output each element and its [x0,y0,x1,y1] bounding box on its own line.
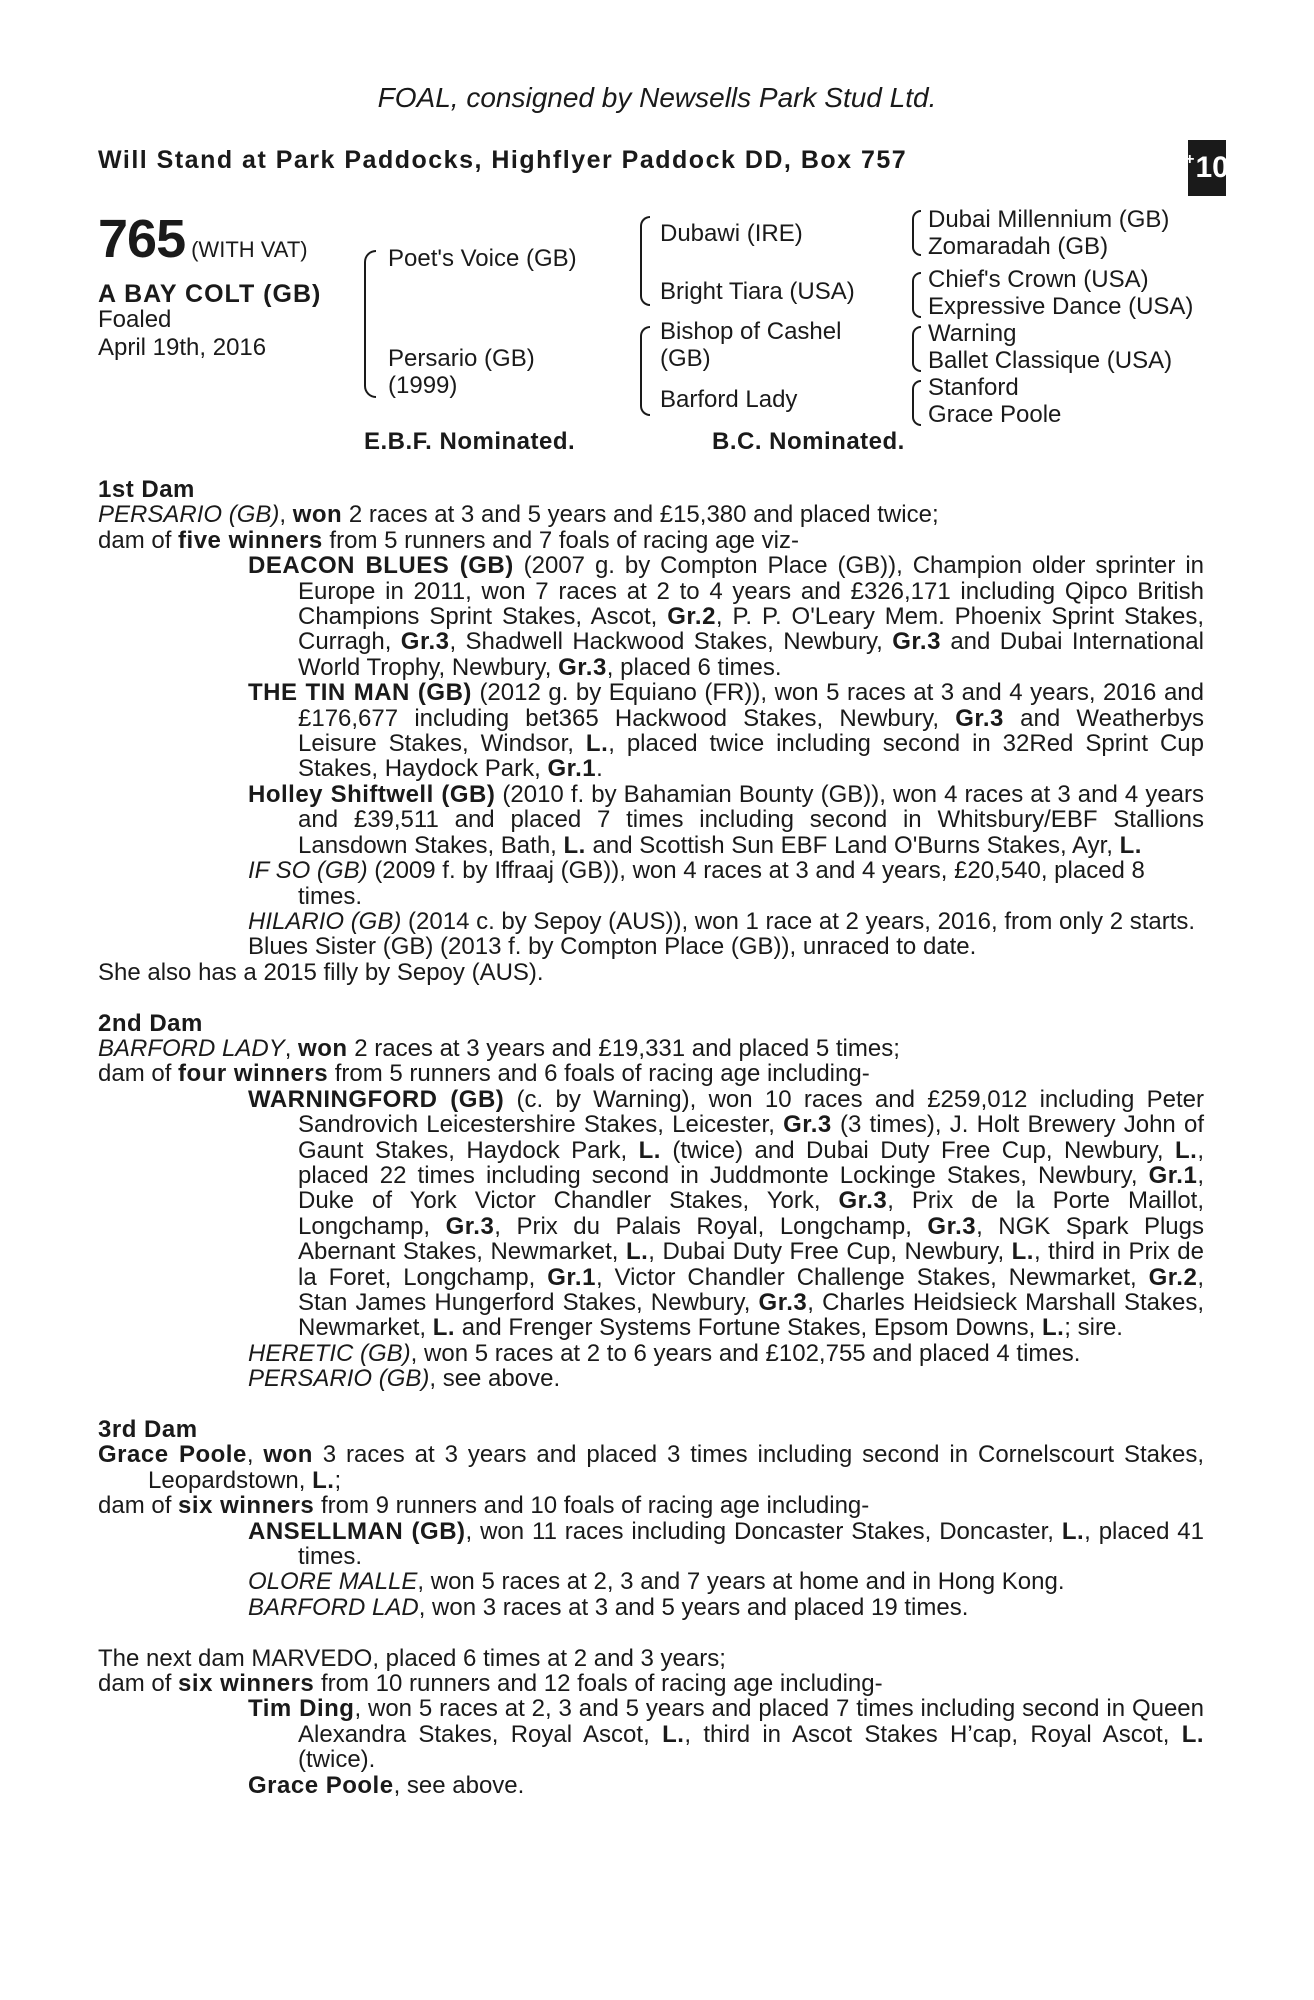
grade: L. [662,1720,685,1748]
badge-plus: + [1185,151,1195,168]
grade: Gr.3 [558,653,607,681]
pedigree-gg6: Ballet Classique (USA) [928,347,1173,374]
pedigree-dam-year: (1999) [388,372,458,399]
pedigree-brace-sire [640,216,650,306]
grade: Gr.2 [1148,1263,1198,1291]
text: (3 times), J. Holt Brewery John of Gaunt Stakes, Haydock Park, [298,1111,1204,1164]
won-label: won [298,1034,348,1062]
third-dam-produce-line [98,1493,1204,1518]
pedigree-brace-dam [640,326,650,416]
grade: Gr.1 [1148,1161,1198,1189]
entry-the-tin-man [98,680,1204,782]
won-label: won [292,501,343,529]
text: (twice). [298,1746,376,1774]
text: dam of [98,1492,179,1520]
grade: L. [638,1136,661,1164]
text: , Duke of York Victor Chandler Stakes, York, [298,1161,1204,1215]
entry-hilario [98,909,1204,934]
third-dam-heading: 3rd Dam [98,1416,198,1443]
pedigree-sire-dam: Bright Tiara (USA) [660,278,855,305]
horse-name: DEACON BLUES (GB) [248,552,514,580]
pedigree-brace-g1 [912,210,921,256]
horse-name: Grace Poole [248,1771,394,1799]
horse-name: ANSELLMAN (GB) [248,1517,466,1545]
text: (2012 g. by Equiano (FR)), won 5 races at 3 and 4 years, 2016 and £176,677 including bet365 Hackwood Stakes, Newbury, [298,679,1204,732]
text: , P. P. O'Leary Mem. Phoenix Sprint Stakes, Curragh, [298,603,1204,656]
text: dam of [98,1060,179,1088]
winners-count: six winners [178,1670,315,1698]
entry-grace-poole [98,1773,1204,1798]
text: (twice) and Dubai Duty Free Cup, Newbury, [660,1136,1176,1164]
text: , won 5 races at 2, 3 and 5 years and placed 7 times including second in Queen Alexandra Stakes, Royal Ascot, [298,1695,1205,1748]
won-label: won [263,1441,313,1469]
text: , [246,1441,264,1469]
text: (c. by Warning), won 10 races and £259,012 including Peter Sandrovich Leicestershire Stakes, Leicester, [298,1085,1204,1139]
text: , [279,501,293,529]
grade: L. [1175,1136,1198,1164]
next-dam-line: The next dam MARVEDO, placed 6 times at 2 and 3 years; [98,1644,726,1672]
entry-holley-shiftwell [98,782,1204,858]
grade: Gr.3 [445,1212,495,1240]
spacer [98,1392,1204,1417]
grade: Gr.3 [400,628,450,656]
text: (2014 c. by Sepoy (AUS)), won 1 race at 2 years, 2016, from only 2 starts. [401,907,1196,935]
catalogue-body [98,477,1204,1798]
text: from 9 runners and 10 foals of racing age including- [314,1492,870,1520]
text: , Charles Heidsieck Marshall Stakes, Newmarket, [298,1288,1205,1342]
consignment-title: FOAL, consigned by Newsells Park Stud Ltd. [377,82,937,113]
pedigree-gg2: Zomaradah (GB) [928,233,1109,260]
spacer [98,985,1204,1010]
entry-heretic [98,1341,1204,1366]
text: , placed 41 times. [298,1517,1204,1571]
foaled-label: Foaled [98,306,172,333]
spacer [98,1620,1204,1645]
text: , Prix de la Porte Maillot, Longchamp, [298,1187,1204,1240]
text: , won 3 races at 3 and 5 years and placed 19 times. [418,1593,969,1621]
second-dam-heading: 2nd Dam [98,1009,203,1037]
text: (2010 f. by Bahamian Bounty (GB)), won 4 races at 3 and 4 years and £39,511 and placed 7 times including second in Whitsbury/EBF Stallions Lansdown Stakes, Bath, [298,780,1205,859]
entry-if-so [98,858,1204,909]
entry-warningford [98,1087,1204,1341]
text: 3 races at 3 years and placed 3 times including second in Cornelscourt Stakes, Leopardstown, [148,1441,1205,1494]
entry-olore-malle [98,1569,1204,1594]
horse-name: IF SO (GB) [248,857,368,885]
horse-name: Tim Ding [248,1695,355,1723]
lot-description: A BAY COLT (GB) [98,280,322,308]
second-dam-name: BARFORD LADY [98,1034,285,1062]
text: and Frenger Systems Fortune Stakes, Epsom Downs, [455,1314,1042,1342]
bc-nominated: B.C. Nominated. [712,428,905,455]
entry-barford-lad [98,1595,1204,1620]
entry-tim-ding [98,1696,1204,1772]
text: , NGK Spark Plugs Abernant Stakes, Newmarket, [298,1212,1204,1266]
grade: Gr.3 [955,704,1004,732]
text: , won 5 races at 2, 3 and 7 years at home and in Hong Kong. [417,1568,1065,1596]
text: , won 11 races including Doncaster Stakes, Doncaster, [465,1517,1062,1545]
pedigree-gg3: Chief's Crown (USA) [928,266,1149,293]
grade: L. [1061,1517,1085,1545]
pedigree-dam-sire-name: Bishop of Cashel [660,318,842,345]
text: ; [334,1466,342,1494]
second-dam-line [98,1036,1204,1061]
horse-name: OLORE MALLE [248,1568,418,1596]
foaled-block [98,306,266,362]
pedigree-dam-sire [660,318,841,372]
text: , placed 6 times. [606,653,782,681]
horse-name: HILARIO (GB) [248,907,402,935]
horse-name: WARNINGFORD (GB) [248,1085,505,1113]
lot-badge [1185,140,1229,196]
text: , see above. [393,1771,525,1799]
pedigree-brace-g2 [912,272,921,318]
pedigree-brace-main [364,250,376,398]
lot-number-block [98,208,308,270]
pedigree-gg7: Stanford [928,374,1019,401]
first-dam-heading: 1st Dam [98,476,195,503]
text: dam of [98,526,179,554]
grade: L. [563,831,586,859]
pedigree-sire-sire: Dubawi (IRE) [660,220,803,247]
grade: L. [1181,1720,1205,1748]
text: , Stan James Hungerford Stakes, Newbury, [298,1263,1204,1316]
text: and Scottish Sun EBF Land O'Burns Stakes, Ayr, [585,831,1120,859]
pedigree-dam-sire-country: (GB) [660,345,711,372]
pedigree-gg8: Grace Poole [928,401,1062,428]
text: from 5 runners and 6 foals of racing age including- [328,1060,870,1088]
horse-name: HERETIC (GB) [248,1339,411,1367]
entry-ansellman [98,1519,1204,1570]
horse-name: Holley Shiftwell (GB) [248,780,496,808]
grade: Gr.3 [758,1288,808,1316]
pedigree-gg1: Dubai Millennium (GB) [928,206,1170,233]
text: , Shadwell Hackwood Stakes, Newbury, [449,628,893,656]
grade: Gr.1 [547,755,597,783]
text: from 10 runners and 12 foals of racing age including- [314,1670,883,1698]
grade: Gr.3 [927,1212,977,1240]
also-has-note: She also has a 2015 filly by Sepoy (AUS). [98,958,544,986]
text: dam of [98,1670,179,1698]
stand-location: Will Stand at Park Paddocks, Highflyer Paddock DD, Box 757 [98,146,908,174]
third-dam-line [98,1442,1204,1493]
text: , Dubai Duty Free Cup, Newbury, [648,1238,1012,1266]
text: , Victor Chandler Challenge Stakes, Newmarket, [595,1263,1149,1291]
text: , won 5 races at 2 to 6 years and £102,755 and placed 4 times. [410,1339,1081,1367]
grade: L. [1119,831,1142,859]
text: ; sire. [1064,1314,1123,1342]
text: and Dubai International World Trophy, Newbury, [298,628,1204,681]
pedigree-dam-dam: Barford Lady [660,386,798,413]
winners-count: six winners [178,1492,315,1520]
pedigree-sire: Poet's Voice (GB) [388,245,577,272]
text: , third in Ascot Stakes H’cap, Royal Ascot, [684,1720,1182,1748]
third-dam-name: Grace Poole [98,1441,247,1469]
pedigree-gg5: Warning [928,320,1017,347]
text: from 5 runners and 7 foals of racing age viz- [322,526,800,554]
pedigree-brace-g3 [912,326,921,372]
grade: Gr.3 [838,1187,888,1215]
foaled-date: April 19th, 2016 [98,334,267,361]
grade: Gr.1 [547,1263,596,1291]
horse-name: THE TIN MAN (GB) [248,679,472,707]
lot-number: 765 [98,209,186,269]
second-dam-produce-line [98,1061,1204,1086]
winners-count: five winners [178,526,323,554]
first-dam-produce-line [98,528,1204,553]
grade: Gr.3 [892,628,941,656]
grade: L. [312,1466,335,1494]
text: 2 races at 3 years and £19,331 and placed 5 times; [347,1034,900,1062]
ebf-nominated: E.B.F. Nominated. [364,428,576,455]
pedigree-dam [388,345,535,399]
entry-deacon-blues [98,553,1204,680]
text: , third in Prix de la Foret, Longchamp, [298,1238,1204,1291]
grade: L. [1041,1314,1065,1342]
grade: L. [432,1314,456,1342]
text: , see above. [429,1365,561,1393]
text: 2 races at 3 and 5 years and £15,380 and placed twice; [342,501,939,529]
grade: L. [585,730,609,758]
text: , placed twice including second in 32Red Sprint Cup Stakes, Haydock Park, [298,730,1204,783]
text: , [284,1034,299,1062]
grade: L. [1011,1238,1034,1266]
grade: Gr.3 [783,1111,832,1139]
text: , placed 22 times including second in Juddmonte Lockinge Stakes, Newbury, [298,1136,1205,1189]
first-dam-name: PERSARIO (GB) [98,501,280,529]
next-dam-produce-line [98,1671,1204,1696]
pedigree-brace-g4 [912,380,921,426]
grade: L. [625,1238,649,1266]
text: (2007 g. by Compton Place (GB)), Champion older sprinter in Europe in 2011, won 7 races at 2 to 4 years and £326,171 including Qipco British Champions Sprint Stakes, Ascot, [298,552,1204,631]
text: , Prix du Palais Royal, Longchamp, [494,1212,928,1240]
text: and Weatherbys Leisure Stakes, Windsor, [298,704,1204,758]
pedigree-dam-name: Persario (GB) [388,345,535,372]
pedigree-gg4: Expressive Dance (USA) [928,293,1194,320]
first-dam-line [98,502,1204,527]
horse-name: PERSARIO (GB) [248,1365,430,1393]
grade: Gr.2 [667,603,716,631]
badge-number: 10 [1195,151,1229,184]
winners-count: four winners [178,1060,329,1088]
entry-persario [98,1366,1204,1391]
vat-note: (WITH VAT) [191,237,308,262]
horse-name: BARFORD LAD [248,1593,419,1621]
entry-blues-sister: Blues Sister (GB) (2013 f. by Compton Place (GB)), unraced to date. [248,933,977,961]
text: . [596,755,603,783]
text: (2009 f. by Iffraaj (GB)), won 4 races at 3 and 4 years, £20,540, placed 8 times. [298,857,1145,910]
